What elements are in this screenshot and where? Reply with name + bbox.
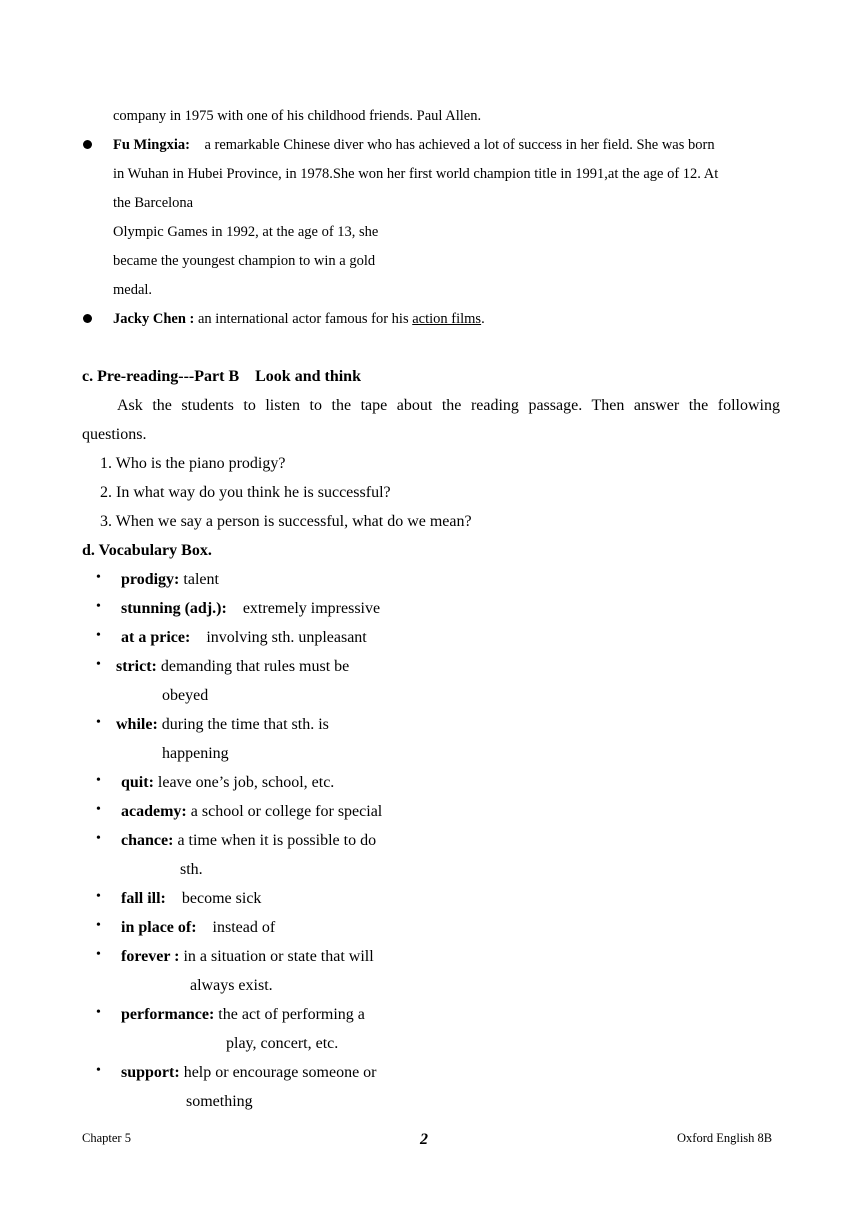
- vocab-def: demanding that rules must be: [156, 658, 350, 675]
- footer-chapter: Chapter 5: [82, 1131, 131, 1145]
- question-2: 2. In what way do you think he is successful?: [100, 484, 391, 501]
- prereading-heading: c. Pre-reading---Part B Look and think: [82, 368, 361, 385]
- bullet-icon: •: [96, 599, 101, 614]
- bullet-icon: •: [96, 918, 101, 933]
- vocab-def: leave one’s job, school, etc.: [153, 774, 335, 791]
- vocab-term: forever :: [121, 948, 180, 965]
- footer-book-title: Oxford English 8B: [677, 1131, 773, 1145]
- vocab-item-strict-cont: obeyed: [162, 687, 209, 704]
- vocab-item-quit: [121, 775, 334, 791]
- question-3: 3. When we say a person is successful, what do we mean?: [100, 513, 472, 530]
- vocab-term: in place of:: [121, 919, 197, 936]
- vocab-def: help or encourage someone or: [179, 1064, 377, 1081]
- gates-continuation: company in 1975 with one of his childhood friends. Paul Allen.: [113, 108, 482, 124]
- prereading-intro-line2: questions.: [82, 426, 147, 443]
- vocab-item-support-cont: something: [186, 1093, 253, 1110]
- vocab-def: talent: [179, 571, 219, 588]
- bullet-icon: •: [96, 657, 101, 672]
- vocab-term: while:: [116, 716, 158, 733]
- vocab-item-chance: [121, 833, 376, 849]
- vocab-def: become sick: [165, 890, 262, 907]
- vocab-def: a school or college for special: [186, 803, 383, 820]
- vocab-item-in-place-of: [121, 920, 275, 936]
- vocab-item-strict: [116, 659, 349, 675]
- fu-mingxia-desc-line1: a remarkable Chinese diver who has achieved a lot of success in her field. She was born: [204, 137, 715, 153]
- vocab-heading: d. Vocabulary Box.: [82, 542, 212, 559]
- vocab-def: involving sth. unpleasant: [190, 629, 367, 646]
- bullet-icon: [83, 140, 92, 149]
- fu-mingxia-desc-line5: became the youngest champion to win a gold: [113, 253, 376, 269]
- vocab-def: in a situation or state that will: [179, 948, 374, 965]
- vocab-term: academy:: [121, 803, 187, 820]
- action-films-link[interactable]: action films: [412, 311, 482, 327]
- bullet-icon: •: [96, 831, 101, 846]
- fu-mingxia-desc-line2: in Wuhan in Hubei Province, in 1978.She won her first world champion title in 1991,at the age of 12. At: [113, 166, 719, 182]
- fu-mingxia-name: Fu Mingxia:: [113, 137, 190, 153]
- vocab-item-while: [116, 717, 329, 733]
- jacky-chen-period: .: [481, 311, 485, 327]
- vocab-item-academy: [121, 804, 382, 820]
- fu-mingxia-desc-line4: Olympic Games in 1992, at the age of 13, she: [113, 224, 379, 240]
- bullet-icon: •: [96, 715, 101, 730]
- vocab-term: chance:: [121, 832, 174, 849]
- vocab-item-stunning: [121, 601, 380, 617]
- vocab-item-performance-cont: play, concert, etc.: [226, 1035, 339, 1052]
- jacky-chen-desc: an international actor famous for his: [198, 311, 409, 327]
- bullet-icon: •: [96, 889, 101, 904]
- vocab-item-performance: [121, 1007, 365, 1023]
- vocab-item-forever-cont: always exist.: [190, 977, 273, 994]
- vocab-item-chance-cont: sth.: [180, 861, 203, 878]
- vocab-item-at-a-price: [121, 630, 367, 646]
- vocab-def: the act of performing a: [214, 1006, 365, 1023]
- bullet-icon: •: [96, 802, 101, 817]
- vocab-term: performance:: [121, 1006, 215, 1023]
- vocab-item-forever: [121, 949, 374, 965]
- page-number: 2: [420, 1131, 428, 1148]
- vocab-item-fall-ill: [121, 891, 261, 907]
- jacky-chen-entry: [113, 312, 485, 327]
- bullet-icon: •: [96, 628, 101, 643]
- vocab-def: extremely impressive: [226, 600, 381, 617]
- vocab-term: at a price:: [121, 629, 191, 646]
- fu-mingxia-desc-line6: medal.: [113, 282, 153, 298]
- bullet-icon: [83, 314, 92, 323]
- vocab-def: during the time that sth. is: [157, 716, 329, 733]
- bullet-icon: •: [96, 570, 101, 585]
- vocab-item-support: [121, 1065, 377, 1081]
- fu-mingxia-desc-line3: the Barcelona: [113, 195, 194, 211]
- vocab-term: strict:: [116, 658, 157, 675]
- bullet-icon: •: [96, 947, 101, 962]
- bullet-icon: •: [96, 1005, 101, 1020]
- bullet-icon: •: [96, 1063, 101, 1078]
- vocab-def: instead of: [196, 919, 276, 936]
- bullet-icon: •: [96, 773, 101, 788]
- vocab-term: fall ill:: [121, 890, 166, 907]
- vocab-term: support:: [121, 1064, 180, 1081]
- question-1: 1. Who is the piano prodigy?: [100, 455, 286, 472]
- vocab-term: stunning (adj.):: [121, 600, 227, 617]
- jacky-chen-name: Jacky Chen :: [113, 311, 195, 327]
- prereading-intro-line1: Ask the students to listen to the tape about the reading passage. Then answer the following: [117, 397, 780, 414]
- vocab-def: a time when it is possible to do: [173, 832, 377, 849]
- fu-mingxia-entry: [113, 138, 715, 153]
- vocab-term: quit:: [121, 774, 154, 791]
- vocab-term: prodigy:: [121, 571, 180, 588]
- vocab-item-while-cont: happening: [162, 745, 229, 762]
- vocab-item-prodigy: [121, 572, 219, 588]
